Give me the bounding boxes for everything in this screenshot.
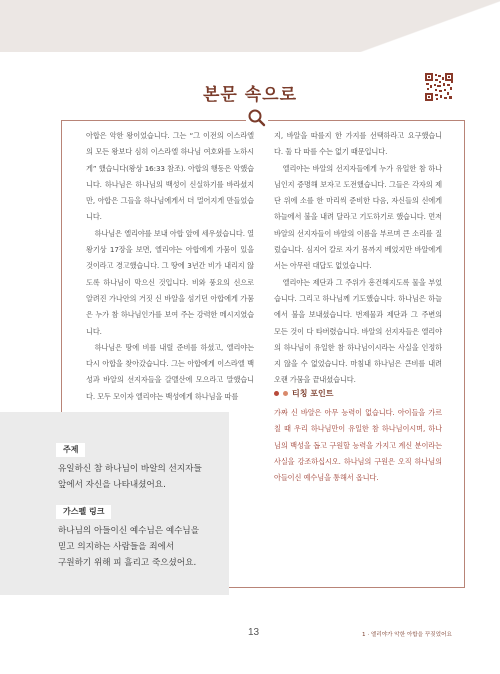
- footer-note: 1 · 엘리야가 악한 아합을 꾸짖었어요: [362, 632, 452, 638]
- gospel-link-label: 가스펠 링크: [56, 505, 111, 519]
- theme-text: 유일하신 참 하나님이 바알의 선지자들 앞에서 자신을 나타내셨어요.: [58, 464, 202, 490]
- body-column-left: [86, 128, 254, 405]
- theme-label: 주제: [56, 443, 85, 457]
- body-column-right: [274, 128, 442, 389]
- bullet-dot-icon: [274, 391, 279, 396]
- bullet-dot-icon: [283, 391, 288, 396]
- teaching-point-heading: [274, 385, 444, 401]
- header-band: [0, 0, 500, 52]
- section-title: 본문 속으로: [202, 85, 298, 105]
- teaching-point-title: 티칭 포인트: [292, 388, 334, 398]
- teaching-point-text: 가짜 신 바알은 아무 능력이 없습니다. 아이들을 가르칠 때 우리 하나님만이 유일한 참 하나님이시며, 하나님의 백성을 돕고 구원할 능력을 가지고 계신 분이라는 사실을 강조하십시오. 하나님의 구원은 오직 하나님의 아들이신 예수님을 통해서 옵니다.: [274, 408, 442, 483]
- paragraph: 하나님은 땅에 비를 내릴 준비를 하셨고, 엘리야는 다시 아합을 찾아갔습니다. 그는 아합에게 이스라엘 백성과 바알의 선지자들을 갈멜산에 모으라고 말했습니다. 모두 모이자 엘리야는 백성에게 하나님을 따를: [86, 342, 254, 401]
- paragraph: 엘리야는 바알의 선지자들에게 누가 유일한 참 하나님인지 증명해 보자고 도전했습니다. 그들은 각자의 제단 위에 소를 한 마리씩 준비한 다음, 자신들의 신에게 하늘에서 불을 내려 달라고 기도하기로 했습니다. 먼저 바알의 선지자들이 바알의 이름을 부르며 큰 소리를 질렀습니다. 심지어 칼로 자기 몸까지 베었지만 바알에게서는 아무런 대답도 없었습니다.: [274, 163, 442, 271]
- qr-code-icon[interactable]: [425, 73, 453, 101]
- paragraph: 엘리야는 제단과 그 주위가 흥건해지도록 물을 부었습니다. 그리고 하나님께 기도했습니다. 하나님은 하늘에서 불을 보내셨습니다. 번제물과 제단과 그 주변의 모든 것이 다 타버렸습니다. 바알의 선지자들은 엘리야의 하나님이 유일한 참 하나님이시라는 사실을 인정하지 않을 수 없었습니다. 마침내 하나님은 큰비를 내려 오랜 가뭄을 끝내셨습니다.: [274, 277, 442, 385]
- magnifier-icon: [246, 107, 268, 129]
- paragraph: 하나님은 엘리야를 보내 아합 앞에 세우셨습니다. 열왕기상 17장을 보면, 엘리야는 아합에게 가뭄이 있을 것이라고 경고했습니다. 그 땅에 3년간 비가 내리지 않도록 하나님이 막으신 것입니다. 비와 풍요의 신으로 알려진 가나안의 거짓 신 바알을 섬기던 아합에게 가뭄은 누가 참 하나님인가를 보여 주는 강력한 메시지였습니다.: [86, 228, 254, 336]
- paragraph: 지, 바알을 따를지 한 가지를 선택하라고 요구했습니다. 둘 다 따를 수는 없기 때문입니다.: [274, 131, 442, 157]
- paragraph: 아합은 악한 왕이었습니다. 그는 “그 이전의 이스라엘의 모든 왕보다 심히 이스라엘 하나님 여호와를 노하시게” 했습니다(왕상 16:33 참조). 아합의 행동은 악했습니다. 하나님은 하나님의 백성이 신실하기를 바라셨지만, 아합은 그들을 하나님에게서 더 멀어지게 만들었습니다.: [86, 131, 254, 222]
- gospel-link-text: 하나님의 아들이신 예수님은 예수님을 믿고 의지하는 사람들을 죄에서 구원하기 위해 피 흘리고 죽으셨어요.: [58, 526, 200, 568]
- page-number: 13: [248, 627, 260, 638]
